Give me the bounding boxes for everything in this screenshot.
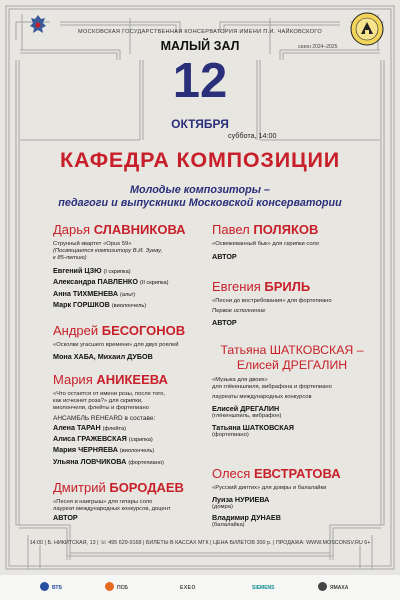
concert-day: 12 [172,54,228,108]
performer-name: Марк ГОРШКОВ [53,300,110,310]
subtitle [0,184,400,210]
footer-info: 14:00 | Б. НИКИТСКАЯ, 13 | ☏ 495 629-9168 | БИЛЕТЫ В КАССАХ МГК | ЦЕНА БИЛЕТОВ 300 р. | ПРОДАЖА: WWW.MOSCONSV.RU 6+ [29,540,371,546]
performer-role: (альт) [120,291,136,298]
work-title-line-3: виолончели, флейты и фортепиано [53,405,149,412]
laureates-line: лауреаты международных конкурсов [212,394,312,401]
weekday-time: суббота, 14:00 [228,131,277,140]
sponsor-exeo: EXEO [180,585,196,591]
work-title: «Русский диптих» для домры и балалайки [212,485,327,491]
psb-logo-icon [105,582,114,591]
performer [53,457,168,468]
performer [53,434,168,445]
work-title-line-1: «Музыка для двоих» [212,377,268,383]
performer-name: Мария ЧЕРНЯЕВА [53,445,118,455]
institution-name: МОСКОВСКАЯ ГОСУДАРСТВЕННАЯ КОНСЕРВАТОРИЯ ИМЕНИ П.И. ЧАЙКОВСКОГО [78,29,322,35]
performer-name: Александра ПАВЛЕНКО [53,277,138,287]
composer-first-name: Дмитрий [53,480,106,495]
performer [53,277,186,289]
work-title-line-2: как исчезнет роза?» для скрипки, [53,398,143,405]
work-title: «Осколки угасшего времени» для двух роялей [53,342,179,348]
performer: АВТОР [212,252,237,262]
performer-role: (фортепиано) [128,459,164,466]
composer-anikeeva [53,372,168,468]
season-label: сезон 2024–2025 [298,44,338,50]
performer-name: Елисей ДРЕГАЛИН [212,403,280,413]
sponsor-yamaha: ЯМАХА [330,585,349,591]
performer-role: (домра) [212,504,233,511]
performer-name: Луиза НУРИЕВА [212,495,270,505]
composer-last-name: АНИКЕЕВА [96,372,168,387]
performers: Мона ХАБА, Михаил ДУБОВ [53,352,153,362]
composer-bril [212,279,332,327]
composer-names-line-2: Елисей ДРЕГАЛИН [236,358,348,372]
composer-besogonov [53,323,185,361]
performer [53,300,186,312]
work-title-line-2: для глёкеншпиля, вибрафона и фортепиано [212,384,332,391]
composer-name [212,466,341,481]
composer-polyakov [212,222,319,261]
vtb-logo-icon [40,582,49,591]
premiere-note: Первое исполнение [212,308,266,315]
subtitle-line-2: педагоги и выпускники Московской консерватории [58,197,342,209]
performer-role: (фортепиано) [212,431,249,438]
composer-last-name: ЕВСТРАТОВА [253,466,341,481]
sponsor-vtb: ВТБ [52,585,63,591]
composer-first-name: Олеся [212,466,251,481]
composer-slavnikova [53,222,186,312]
performer-role: (глёкеншпиль, вибрафон) [212,412,282,419]
dedication-line-2: к 85-летию) [53,255,87,262]
composer-name [212,222,319,237]
composer-name [53,372,168,387]
performer-role: (флейта) [102,425,126,432]
performer-role: (II скрипка) [139,280,169,287]
performer [53,289,186,301]
performer: АВТОР [212,318,237,328]
department-title: КАФЕДРА КОМПОЗИЦИИ [60,148,340,172]
performer-role: (виолончель) [119,448,155,455]
composer-borodaev [53,480,184,522]
composer-last-name: БОРОДАЕВ [109,480,184,495]
subtitle-line-1: Молодые композиторы – [130,184,270,196]
performer: АВТОР [53,513,78,523]
composer-name [212,279,332,294]
work-title: Струнный квартет «Opus 59» [53,241,132,247]
work-title: «Освежеванный бык» для скрипки соло [212,241,320,247]
sponsors-strip [0,575,400,600]
performer-role: (виолончель) [111,303,147,310]
composer-evstratova [212,466,341,530]
yamaha-logo-icon [318,582,327,591]
composer-first-name: Андрей [53,323,99,338]
hall-name: МАЛЫЙ ЗАЛ [160,39,240,53]
performer-role: (I скрипка) [103,268,131,275]
performer-role: (балалайка) [212,522,245,529]
composer-name [53,222,186,237]
composer-last-name: БРИЛЬ [264,279,311,294]
composer-name [53,323,185,338]
composers-shatkovskaya-dregalin [212,343,372,439]
performer-role: (скрипка) [128,437,153,444]
performer-name: Алена ТАРАН [53,422,101,432]
performer [53,423,168,434]
performer [53,445,168,456]
composer-last-name: ПОЛЯКОВ [253,222,319,237]
composer-first-name: Дарья [53,222,91,237]
performer-name: Татьяна ШАТКОВСКАЯ [212,422,294,432]
composer-names-line-1: Татьяна ШАТКОВСКАЯ – [220,343,364,357]
composer-first-name: Евгения [212,279,261,294]
performer-name: Алиса ГРАЖЕВСКАЯ [53,434,127,444]
composer-first-name: Павел [212,222,250,237]
performer-name: Евгений ЦЗЮ [53,265,102,275]
work-title: «Песни до востребования» для фортепиано [212,298,332,304]
composer-name [53,480,184,495]
laureate-line: лауреат международных конкурсов, доцент [53,506,171,513]
sponsor-siemens: SIEMENS [252,585,275,591]
performer [53,266,186,278]
work-title: «Песня и наигрыш» для гитары соло [53,499,153,505]
sponsor-psb: ПСБ [117,585,128,591]
composer-last-name: БЕСОГОНОВ [101,323,186,338]
performer-name: Владимир ДУНАЕВ [212,513,281,523]
composer-first-name: Мария [53,372,93,387]
performer-name: Анна ТИХМЕНЕВА [53,288,119,298]
dedication-line-1: (Посвящается композитору В.И. Зуеву, [53,248,163,255]
performer-name: Ульяна ЛОВЧИКОВА [53,456,127,466]
concert-month: ОКТЯБРЯ [171,117,229,131]
ensemble-label: АНСАМБЛЬ REHEARD в составе: [53,414,156,422]
work-title-line-1: «Что остается от имени розы, после того, [53,391,166,397]
composer-last-name: СЛАВНИКОВА [93,222,186,237]
